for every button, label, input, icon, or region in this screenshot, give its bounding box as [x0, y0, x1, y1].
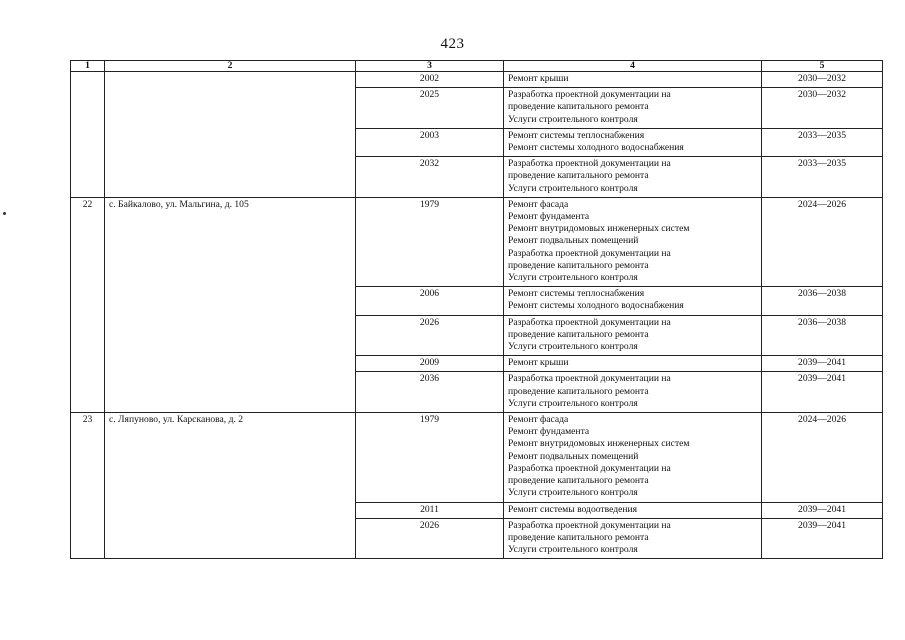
- work-item: Ремонт фасада: [508, 414, 569, 426]
- table-body: [71, 72, 883, 559]
- work-item: проведение капитального ремонта: [508, 101, 649, 113]
- works-cell: [504, 157, 762, 198]
- work-item: Разработка проектной документации на: [508, 316, 671, 328]
- year-cell: 1979: [356, 413, 504, 502]
- building-address: с. Байкалово, ул. Мальгина, д. 105: [105, 197, 356, 412]
- work-item: Услуги строительного контроля: [508, 182, 638, 194]
- work-item: Услуги строительного контроля: [508, 341, 638, 353]
- year-cell: 2036: [356, 372, 504, 413]
- period-cell: 2039—2041: [762, 518, 883, 559]
- work-item: Разработка проектной документации на: [508, 89, 671, 101]
- period-cell: 2033—2035: [762, 157, 883, 198]
- period-cell: 2039—2041: [762, 502, 883, 518]
- column-header: 3: [356, 61, 504, 72]
- column-header: 1: [71, 61, 105, 72]
- period-cell: 2030—2032: [762, 72, 883, 88]
- year-cell: 1979: [356, 197, 504, 286]
- year-cell: 2026: [356, 518, 504, 559]
- building-address: с. Ляпуново, ул. Карсканова, д. 2: [105, 413, 356, 559]
- work-item: Услуги строительного контроля: [508, 272, 638, 284]
- period-cell: 2024—2026: [762, 413, 883, 502]
- work-item: Ремонт фундамента: [508, 426, 590, 438]
- work-item: Ремонт внутридомовых инженерных систем: [508, 438, 690, 450]
- work-item: Разработка проектной документации на: [508, 158, 671, 170]
- period-cell: 2024—2026: [762, 197, 883, 286]
- period-cell: 2033—2035: [762, 128, 883, 156]
- work-item: проведение капитального ремонта: [508, 170, 649, 182]
- year-cell: 2011: [356, 502, 504, 518]
- works-cell: [504, 287, 762, 315]
- work-item: Разработка проектной документации на: [508, 247, 671, 259]
- page-number: 423: [440, 36, 465, 52]
- work-item: Услуги строительного контроля: [508, 113, 638, 125]
- work-item: Услуги строительного контроля: [508, 544, 638, 556]
- work-item: Ремонт крыши: [508, 357, 569, 369]
- row-number: 23: [71, 413, 105, 559]
- scan-mark: [3, 212, 6, 215]
- column-header: 5: [762, 61, 883, 72]
- period-cell: 2036—2038: [762, 287, 883, 315]
- works-cell: [504, 518, 762, 559]
- work-item: проведение капитального ремонта: [508, 259, 649, 271]
- year-cell: 2025: [356, 88, 504, 129]
- period-cell: 2036—2038: [762, 315, 883, 356]
- column-header: 2: [105, 61, 356, 72]
- works-cell: [504, 88, 762, 129]
- works-cell: [504, 413, 762, 502]
- work-item: проведение капитального ремонта: [508, 385, 649, 397]
- work-item: Ремонт системы холодного водоснабжения: [508, 300, 684, 312]
- work-item: проведение капитального ремонта: [508, 475, 649, 487]
- works-cell: [504, 315, 762, 356]
- period-cell: 2039—2041: [762, 356, 883, 372]
- table-row: [71, 197, 883, 286]
- work-item: Ремонт крыши: [508, 73, 569, 84]
- period-cell: 2030—2032: [762, 88, 883, 129]
- building-address: [105, 72, 356, 198]
- year-cell: 2032: [356, 157, 504, 198]
- work-item: проведение капитального ремонта: [508, 531, 649, 543]
- work-item: Разработка проектной документации на: [508, 462, 671, 474]
- work-item: проведение капитального ремонта: [508, 328, 649, 340]
- year-cell: 2006: [356, 287, 504, 315]
- work-item: Ремонт системы водоотведения: [508, 503, 638, 515]
- year-cell: 2026: [356, 315, 504, 356]
- works-cell: [504, 197, 762, 286]
- work-item: Разработка проектной документации на: [508, 373, 671, 385]
- year-cell: 2003: [356, 128, 504, 156]
- period-cell: 2039—2041: [762, 372, 883, 413]
- works-cell: [504, 128, 762, 156]
- work-item: Разработка проектной документации на: [508, 519, 671, 531]
- column-header: 4: [504, 61, 762, 72]
- repair-schedule-table: [70, 60, 883, 559]
- work-item: Ремонт фасада: [508, 198, 569, 210]
- work-item: Ремонт системы теплоснабжения: [508, 129, 645, 141]
- work-item: Ремонт системы холодного водоснабжения: [508, 142, 684, 154]
- table-row: [71, 413, 883, 502]
- row-number: 22: [71, 197, 105, 412]
- work-item: Услуги строительного контроля: [508, 397, 638, 409]
- work-item: Ремонт системы теплоснабжения: [508, 288, 645, 300]
- works-cell: [504, 372, 762, 413]
- work-item: Ремонт подвальных помещений: [508, 450, 639, 462]
- work-item: Ремонт фундамента: [508, 211, 590, 223]
- works-cell: [504, 72, 762, 88]
- works-cell: [504, 356, 762, 372]
- table-row: [71, 72, 883, 88]
- year-cell: 2002: [356, 72, 504, 88]
- work-item: Ремонт внутридомовых инженерных систем: [508, 223, 690, 235]
- year-cell: 2009: [356, 356, 504, 372]
- works-cell: [504, 502, 762, 518]
- work-item: Ремонт подвальных помещений: [508, 235, 639, 247]
- header-row: [71, 61, 883, 72]
- row-number: [71, 72, 105, 198]
- work-item: Услуги строительного контроля: [508, 487, 638, 499]
